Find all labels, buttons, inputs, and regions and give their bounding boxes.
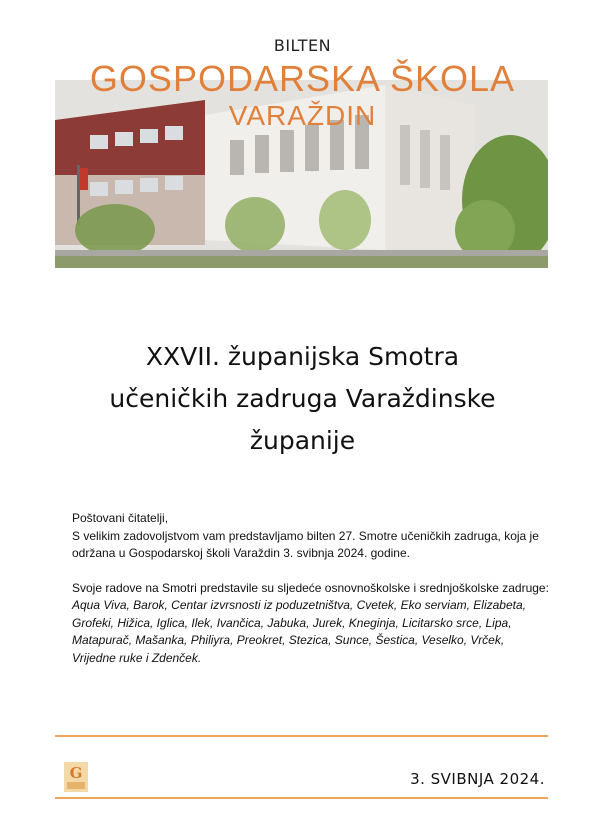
- title-line-2: učeničkih zadruga Varaždinske: [109, 384, 496, 413]
- svg-text:G: G: [69, 764, 83, 782]
- greeting: Poštovani čitatelji,: [72, 511, 169, 525]
- footer-rule-bottom: [55, 797, 548, 799]
- issue-date: 3. SVIBNJA 2024.: [410, 770, 545, 788]
- cooperatives-list: Aqua Viva, Barok, Centar izvrsnosti iz poduzetništva, Cvetek, Eko serviam, Elizabeta, Grofeki, Hižica, Iglica, Ilek, Ivančica, Jabuka, Jurek, Kneginja, Licitarsko srce, Lipa, Matapurač, Mašanka, Philiyra, Preokret, Stezica, Sunce, Šestica, Veselko, Vrček, Vrijedne ruke i Zdenček.: [72, 598, 526, 665]
- page-title: [60, 336, 545, 462]
- title-line-3: županije: [249, 426, 356, 455]
- school-logo-icon: [64, 762, 88, 792]
- intro-paragraph: S velikim zadovoljstvom vam predstavljamo bilten 27. Smotre učeničkih zadruga, koja je održana u Gospodarskoj školi Varaždin 3. svibnja 2024. godine.: [72, 528, 539, 560]
- cooperatives-intro: Svoje radove na Smotri predstavile su sljedeće osnovnoškolske i srednjoškolske zadruge:: [72, 580, 549, 595]
- footer-rule-top: [55, 735, 548, 737]
- intro-text: [72, 510, 550, 667]
- bulletin-label: BILTEN: [273, 36, 332, 55]
- city-name: VARAŽDIN: [228, 100, 377, 131]
- school-name: GOSPODARSKA ŠKOLA: [89, 58, 516, 99]
- cooperatives-paragraph: [72, 580, 550, 668]
- title-line-1: XXVII. županijska Smotra: [145, 342, 460, 371]
- header: [0, 0, 605, 280]
